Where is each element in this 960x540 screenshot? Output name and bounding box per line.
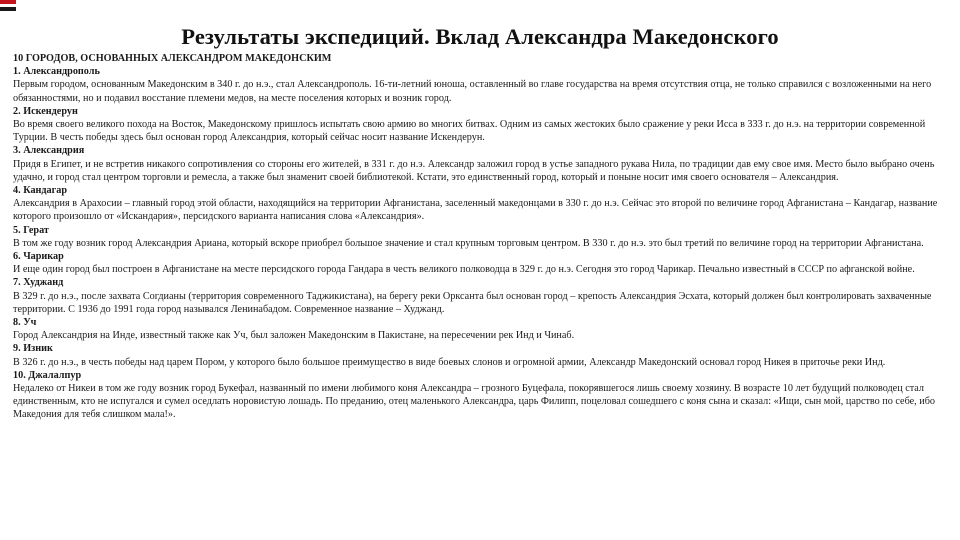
city-text: Город Александрия на Инде, известный также как Уч, был заложен Македонским в Пакистане, на пересечении рек Инд и Чинаб. xyxy=(13,330,575,342)
city-title: 4. Кандагар xyxy=(13,185,68,197)
city-title: 7. Худжанд xyxy=(13,277,64,289)
city-text: В том же году возник город Александрия Ариана, который вскоре приобрел большое значение и стал крупным торговым центром. В 330 г. до н.э. это был третий по величине город на территории Афганистана. xyxy=(13,237,924,249)
city-title: 6. Чарикар xyxy=(13,251,64,263)
city-title: 3. Александрия xyxy=(13,145,85,157)
city-text: В 326 г. до н.э., в честь победы над царем Пором, у которого было большое преимущество в виде боевых слонов и огромной армии, Александр Македонский основал город Никея в приточье реки Инд. xyxy=(13,356,886,368)
city-item xyxy=(13,276,948,316)
city-item xyxy=(13,342,948,368)
city-text: Придя в Египет, и не встретив никакого сопротивления со стороны его жителей, в 331 г. до н.э. Александр заложил город в устье западного рукава Нила, по традиции дав ему свое имя. Место было выбрано очень удачно, и город стал центром торговли и ремесла, а также был знаменит своей библиотекой. Кстати, это единственный город, который и поныне носит имя своего основателя – Александрия. xyxy=(13,158,935,183)
city-text: Первым городом, основанным Македонским в 340 г. до н.э., стал Александрополь. 16-ти-летний юноша, оставленный во главе государства на время отсутствия отца, не только справился с возложенными на него обязанностями, но и подавил восстание племени медов, на месте поселения которых и возник город. xyxy=(13,79,932,104)
city-item xyxy=(13,316,948,342)
city-text: В 329 г. до н.э., после захвата Согдианы (территория современного Таджикистана), на берегу реки Орксанта был основан город – крепость Александрия Эсхата, который должен был контролировать захваченные территории. С 1936 до 1991 года город назывался Ленинабадом. Современное название – Худжанд. xyxy=(13,290,932,315)
city-text: И еще один город был построен в Афганистане на месте персидского города Гандара в честь великого полководца в 329 г. до н.э. Сегодня это город Чарикар. Печально известный в СССР по афганской войне. xyxy=(13,264,915,276)
city-text: Во время своего великого похода на Восток, Македонскому пришлось испытать свою армию во многих битвах. Одним из самых жестоких было сражение у реки Исса в 333 г. до н.э. на территории современной Турции. В честь победы здесь был основан город Александрия, который сейчас носит название Искендерун. xyxy=(13,119,926,144)
city-title: 1. Александрополь xyxy=(13,66,100,78)
city-title: 8. Уч xyxy=(13,317,37,329)
city-item xyxy=(13,105,948,145)
city-list xyxy=(13,65,948,421)
slide-title: Результаты экспедиций. Вклад Александра Македонского xyxy=(181,24,779,49)
city-title: 5. Герат xyxy=(13,224,49,236)
city-item xyxy=(13,65,948,105)
city-title: 10. Джалалпур xyxy=(13,369,82,381)
corner-flag-icon xyxy=(0,0,16,11)
city-title: 2. Искендерун xyxy=(13,105,78,117)
city-item xyxy=(13,144,948,184)
slide-content xyxy=(13,52,948,422)
city-text: Александрия в Арахосии – главный город этой области, находящийся на территории Афганистана, заселенный македонцами в 330 г. до н.э. Сейчас это второй по величине город Афганистана – Кандагар, название которого произошло от «Искандария», персидского варианта написания слова «Александрия». xyxy=(13,198,938,223)
flag-band-bottom xyxy=(0,7,16,11)
city-item xyxy=(13,224,948,250)
city-item xyxy=(13,184,948,224)
city-text: Недалеко от Никеи в том же году возник город Букефал, названный по имени любимого коня Александра – грозного Буцефала, покорявшегося лишь своему хозяину. В возрасте 10 лет будущий полководец стал единственным, кто не испугался и сумел оседлать норовистую лошадь. По преданию, отец маленького Александра, царь Филипп, поцеловал сошедшего с коня сына и сказал: «Ищи, сын мой, царство по себе, ибо Македония для тебя слишком мала!». xyxy=(13,383,935,421)
city-item xyxy=(13,250,948,276)
list-heading: 10 ГОРОДОВ, ОСНОВАННЫХ АЛЕКСАНДРОМ МАКЕДОНСКИМ xyxy=(13,53,332,64)
city-item xyxy=(13,369,948,422)
city-title: 9. Изник xyxy=(13,343,53,355)
